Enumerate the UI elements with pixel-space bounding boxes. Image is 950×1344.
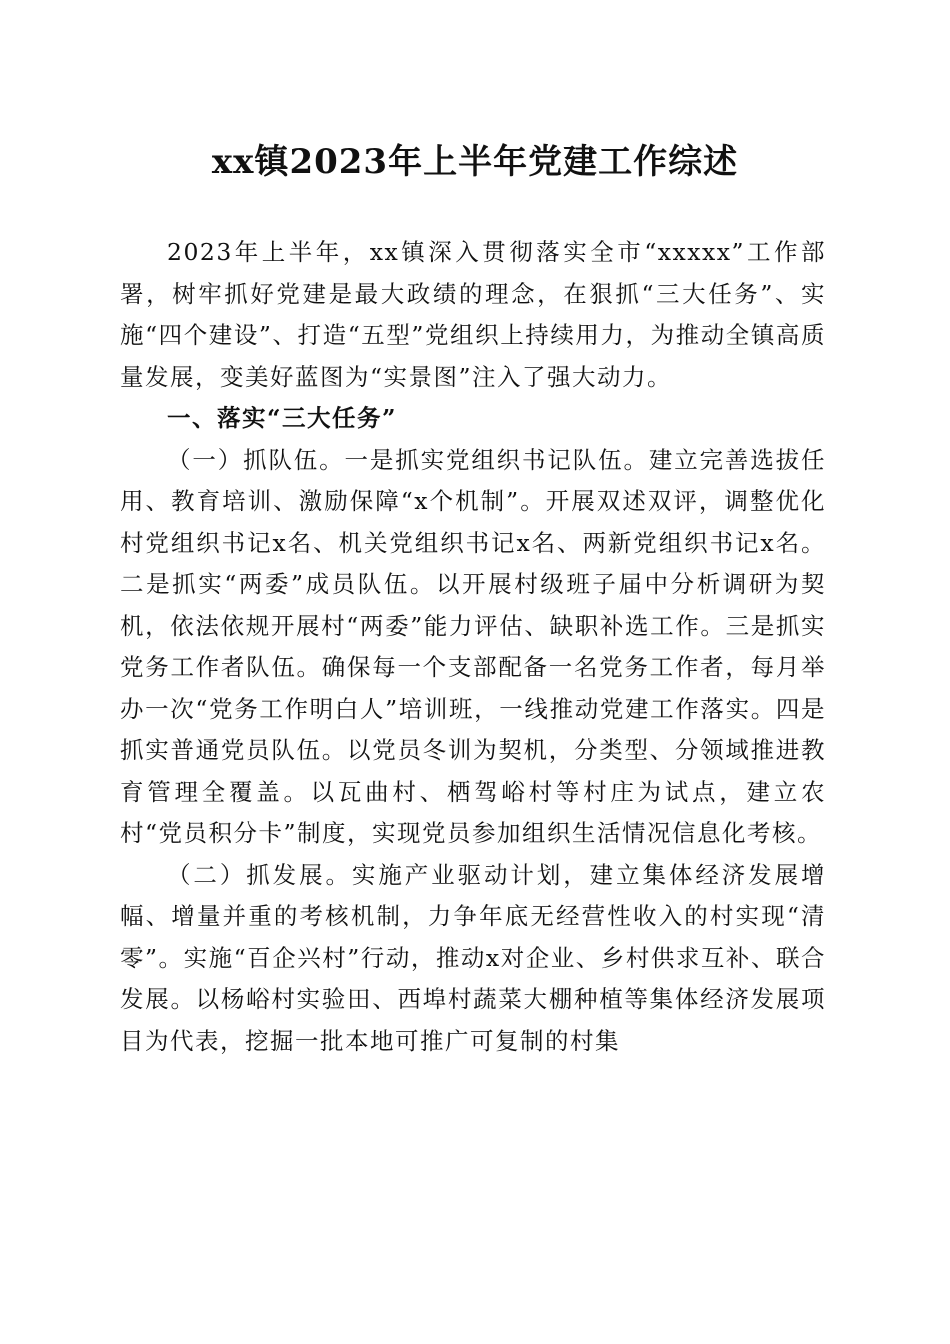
document-title: xx镇2023年上半年党建工作综述 [211, 142, 739, 182]
paragraph-team: （一）抓队伍。一是抓实党组织书记队伍。建立完善选拔任用、教育培训、激励保障“x个机制”。开展双述双评，调整优化村党组织书记x名、机关党组织书记x名、两新党组织书记x名。二是抓实“两委”成员队伍。以开展村级班子届中分析调研为契机，依法依规开展村“两委”能力评估、缺职补选工作。三是抓实党务工作者队伍。确保每一个支部配备一名党务工作者，每月举办一次“党务工作明白人”培训班，一线推动党建工作落实。四是抓实普通党员队伍。以党员冬训为契机，分类型、分领域推进教育管理全覆盖。以瓦曲村、栖驾峪村等村庄为试点，建立农村“党员积分卡”制度，实现党员参加组织生活情况信息化考核。 [120, 445, 826, 847]
document-body [120, 232, 826, 1062]
intro-paragraph: 2023年上半年，xx镇深入贯彻落实全市“xxxxx”工作部署，树牢抓好党建是最大政绩的理念，在狠抓“三大任务”、实施“四个建设”、打造“五型”党组织上持续用力，为推动全镇高质量发展，变美好蓝图为“实景图”注入了强大动力。 [120, 238, 826, 391]
paragraph-development: （二）抓发展。实施产业驱动计划，建立集体经济发展增幅、增量并重的考核机制，力争年底无经营性收入的村实现“清零”。实施“百企兴村”行动，推动x对企业、乡村供求互补、联合发展。以杨峪村实验田、西埠村蔬菜大棚种植等集体经济发展项目为代表，挖掘一批本地可推广可复制的村集 [120, 860, 826, 1055]
section-heading: 一、落实“三大任务” [167, 404, 398, 432]
